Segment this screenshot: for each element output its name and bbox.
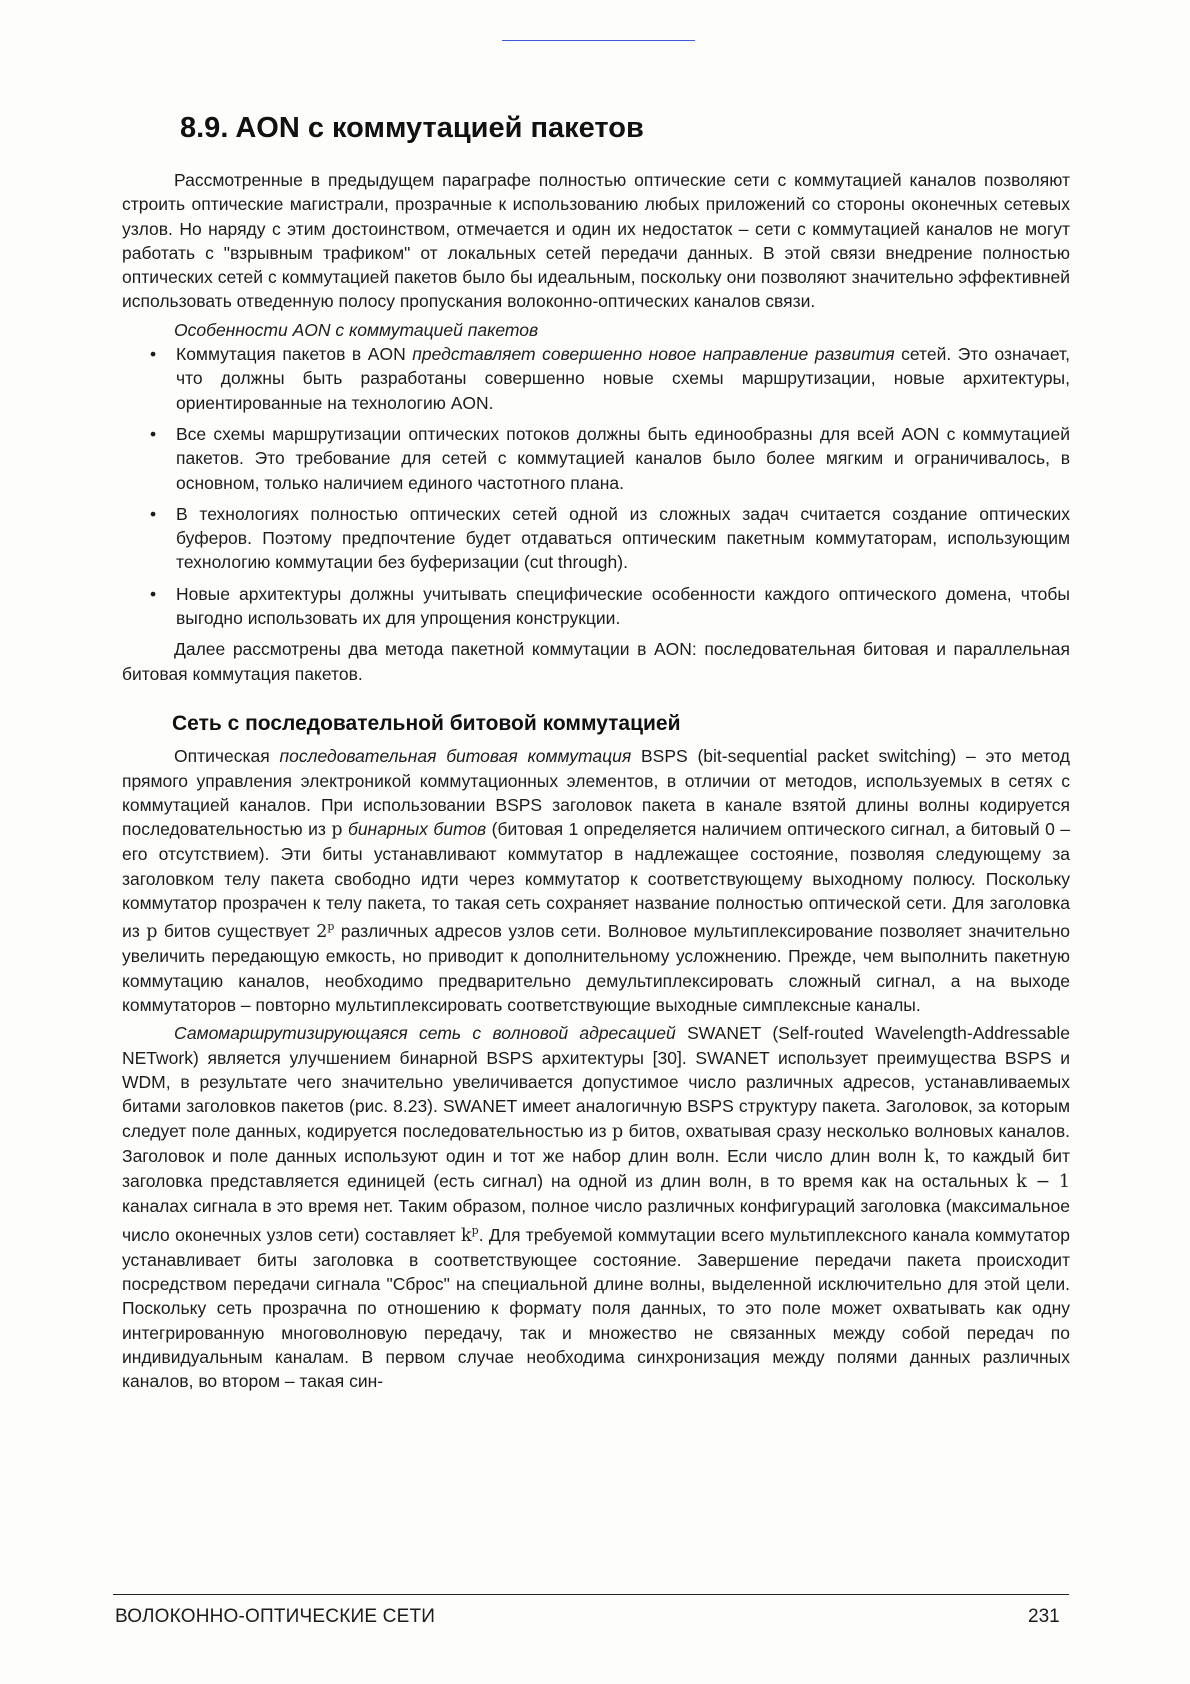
page-number: 231: [1028, 1606, 1060, 1627]
math-variable: p: [146, 922, 158, 943]
features-list: [122, 342, 1070, 630]
subsection-title: Сеть с последовательной битовой коммутацией: [172, 711, 681, 735]
top-decorative-rule: [502, 40, 695, 41]
text-run: каналах сигнала в это время нет. Таким образом, полное число различных конфигураций заголовка (максимальное число оконечных узлов сети) составляет: [122, 1196, 1070, 1245]
math-expression: [316, 922, 334, 942]
term-emphasis: бинарных битов: [342, 819, 487, 840]
list-item-text: В технологиях полностью оптических сетей одной из сложных задач считается создание оптических буферов. Поэтому предпочтение будет отдаваться оптическим пакетным коммутаторам, использующим технологию коммутации без буферизации (cut through).: [176, 503, 1070, 573]
bullet-marker: •: [150, 583, 157, 604]
math-exponent: p: [327, 920, 335, 934]
features-closing-paragraph: Далее рассмотрены два метода пакетной коммутации в AON: последовательная битовая и параллельная битовая коммутация пакетов.: [122, 639, 1070, 684]
bsps-paragraph-1: [122, 744, 1070, 1017]
math-base: 2: [316, 922, 328, 943]
math-variable: p: [612, 1121, 624, 1142]
bullet-marker: •: [150, 503, 157, 524]
term-emphasis: последовательная битовая коммутация: [279, 746, 632, 767]
intro-paragraph: Рассмотренные в предыдущем параграфе полностью оптические сети с коммутацией каналов позволяют строить оптические магистрали, прозрачные к использованию любых приложений со стороны оконечных сетевых узлов. Но наряду с этим достоинством, отмечается и один их недостаток – сети с коммутацией каналов не могут работать с "взрывным трафиком" от локальных сетей передачи данных. В этой связи внедрение полностью оптических сетей с коммутацией пакетов было бы идеальным, поскольку они позволяют значительно эффективней использовать отведенную полосу пропускания волоконно-оптических каналов связи.: [122, 170, 1070, 312]
running-footer-title: ВОЛОКОННО-ОПТИЧЕСКИЕ СЕТИ: [115, 1606, 436, 1627]
list-item-text: Все схемы маршрутизации оптических потоков должны быть единообразны для всей AON с коммутацией пакетов. Это требование для сетей с коммутацией каналов было более мягким и ограничивалось, в основном, только наличием единого частотного плана.: [176, 423, 1070, 493]
bsps-paragraph-2: [122, 1021, 1070, 1393]
features-heading: Особенности AON с коммутацией пакетов: [174, 319, 539, 340]
section-title: 8.9. AON с коммутацией пакетов: [180, 112, 644, 144]
math-base: k: [461, 1225, 472, 1246]
text-run: SWANET (Self-routed Wavelength-Addressable NETwork) является улучшением бинарной BSPS архитектуры [30]. SWANET использует преимущества BSPS и WDM, в результате чего значительно увеличивается допустимое число различных адресов, устанавливаемых битами заголовков пакетов (рис. 8.23). SWANET имеет аналогичную BSPS структуру пакета. Заголовок, за которым следует поле данных, кодируется последовательностью из: [122, 1023, 1070, 1141]
text-run: битов, охватывая сразу несколько волновых каналов. Заголовок и поле данных используют один и тот же набор длин волн. Если число длин волн: [122, 1120, 1070, 1166]
footer-rule: [113, 1594, 1069, 1595]
math-expression: k − 1: [1016, 1172, 1070, 1193]
math-expression: [461, 1223, 479, 1246]
list-item-text: Новые архитектуры должны учитывать специфические особенности каждого оптического домена, чтобы выгодно использовать их для упрощения конструкции.: [176, 583, 1070, 629]
math-exponent: p: [471, 1223, 479, 1237]
text-run: Оптическая: [174, 746, 280, 767]
term-emphasis: Самомаршрутизирующаяся сеть с волновой адресацией: [174, 1023, 676, 1044]
math-variable: k: [924, 1146, 935, 1167]
list-item: [122, 582, 1070, 631]
page-content: [122, 168, 1070, 1394]
list-item: [122, 342, 1070, 415]
bullet-marker: •: [150, 423, 157, 444]
text-run: битов существует: [157, 921, 317, 942]
text-run: (битовая 1 определяется наличием оптического сигнал, а битовый 0 – его отсутствием). Эти биты устанавливают коммутатор в надлежащее состояние, позволяя следующему за заголовком телу пакета свободно идти через коммутатор к соответствующему выходному полюсу. Поскольку коммутатор прозрачен к телу пакета, то такая сеть сохраняет название полностью оптической сети. Для заголовка из: [122, 819, 1071, 942]
list-item: [122, 422, 1070, 495]
list-item: [122, 502, 1070, 575]
bullet-marker: •: [150, 344, 157, 365]
list-item-emphasis: представляет совершенно новое направление развития: [412, 344, 895, 365]
list-item-text: сетей. Это означает, что должны быть разработаны совершенно новые схемы маршрутизации, новые архитектуры, ориентированные на технологию AON.: [176, 344, 1070, 413]
list-item-text: Коммутация пакетов в AON: [176, 344, 413, 365]
text-run: различных адресов узлов сети. Волновое мультиплексирование позволяет значительно увеличить передающую емкость, но приводит к дополнительному усложнению. Прежде, чем выполнить пакетную коммутацию каналов, необходимо предварительно демультиплексировать сложный сигнал, а на выходе коммутаторов – повторно мультиплексировать соответствующие выходные симплексные каналы.: [122, 921, 1070, 1016]
text-run: BSPS (bit-sequential packet switching) – это метод прямого управления электроникой коммутационных элементов, в отличии от методов, используемых в сетях с коммутацией каналов. При использовании BSPS заголовок пакета в канале взятой длины волны кодируется последовательностью из: [122, 746, 1070, 840]
math-variable: p: [331, 820, 343, 841]
text-run: , то каждый бит заголовка представляется единицей (есть сигнал) на одной из длин волн, в то время как на остальных: [122, 1145, 1070, 1192]
text-run: . Для требуемой коммутации всего мультиплексного канала коммутатор устанавливает биты заголовка в соответствующее состояние. Завершение передачи пакета происходит посредством передачи сигнала "Сброс" на специальной длине волны, выделенной исключительно для этой цели. Поскольку сеть прозрачна по отношению к формату поля данных, то это поле может охватывать как одну интегрированную многоволновую передачу, так и множество не связанных между собой передач по индивидуальным каналам. В первом случае необходима синхронизация между полями данных различных каналов, во втором – такая син-: [122, 1224, 1070, 1392]
